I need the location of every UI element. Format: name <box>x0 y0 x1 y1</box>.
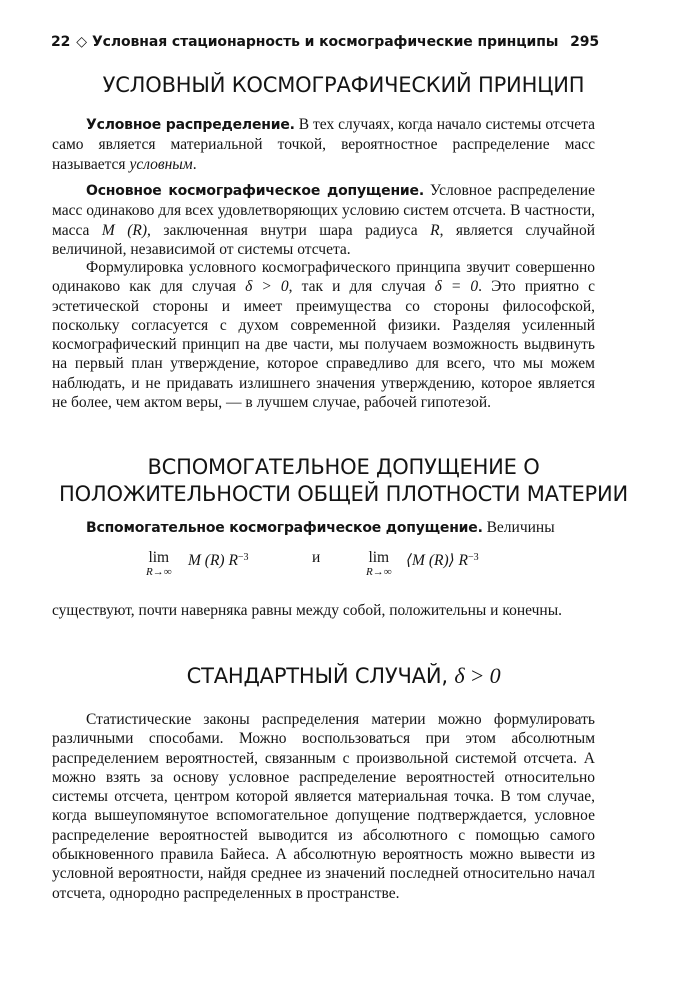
paragraph-lead: Условное распределение. <box>86 117 295 133</box>
exponent: −3 <box>237 552 249 563</box>
paragraph-text: Условное распределение масс одинаково для всех удовлетворяющих условию систем отсчета. В частности, масса <box>52 182 595 239</box>
lim-subscript: R→∞ <box>146 566 172 578</box>
paragraph-text: , является случайной величиной, независимой от системы отсчета. <box>52 221 595 258</box>
chapter-heading <box>51 34 558 50</box>
paragraph-formulation <box>52 258 595 412</box>
chapter-number: 22 <box>51 34 71 50</box>
conjunction: и <box>312 549 321 566</box>
paragraph-text: Величины <box>482 519 555 536</box>
running-head <box>51 34 599 50</box>
section-title-auxiliary-line1: ВСПОМОГАТЕЛЬНОЕ ДОПУЩЕНИЕ О <box>147 455 540 479</box>
paragraph-lead: Вспомогательное космографическое допущение. <box>86 520 483 536</box>
lim-text: lim <box>148 549 170 566</box>
paragraph-text: , заключенная внутри шара радиуса <box>147 221 431 239</box>
paragraph-existence: существуют, почти наверняка равны между собой, положительны и конечны. <box>52 602 563 619</box>
title-text: СТАНДАРТНЫЙ СЛУЧАЙ, <box>186 664 455 688</box>
paragraph-text: В тех случаях, когда начало системы отсчета само является материальной точкой, вероятностное распределение масс называется <box>52 116 595 173</box>
lim-text: lim <box>368 549 390 566</box>
limit-expression-2 <box>406 550 479 569</box>
math-inline: M (R) <box>101 221 148 239</box>
section-title-auxiliary-line2: ПОЛОЖИТЕЛЬНОСТИ ОБЩЕЙ ПЛОТНОСТИ МАТЕРИИ <box>58 482 628 506</box>
paragraph-auxiliary-assumption <box>52 518 595 538</box>
diamond-separator-icon: ◇ <box>76 34 87 50</box>
expression-text: ⟨M (R)⟩ R <box>406 552 469 569</box>
expression-text: M (R) R <box>188 552 238 569</box>
math-inline: R <box>430 221 440 239</box>
paragraph-text: Формулировка условного космографического принципа звучит совершенно одинаково как для случая <box>52 259 595 296</box>
section-title-conditional-principle: УСЛОВНЫЙ КОСМОГРАФИЧЕСКИЙ ПРИНЦИП <box>102 73 585 97</box>
section-title-standard-case <box>0 663 687 689</box>
display-formula <box>0 550 687 590</box>
paragraph-conditional-distribution <box>52 115 595 174</box>
paragraph-text: . Это приятно с эстетической стороны и имеет преимущества со стороны философской, поскольку согласуется с духом современной физики. Разделяя усиленный космографический принцип на две части, мы получаем возможность выдвинуть на первый план утверждение, которое справедливо для всего, что мы можем наблюдать, и не придавать излишнего значения утверждению, которое является не более, чем актом веры, — в лучшем случае, рабочей гипотезой. <box>52 278 595 412</box>
limit-expression-1 <box>188 550 249 569</box>
italic-term: условным <box>129 155 193 173</box>
paragraph-lead: Основное космографическое допущение. <box>86 183 424 199</box>
paragraph-text: , так и для случая <box>288 278 435 296</box>
math-inline: δ > 0 <box>245 278 289 296</box>
paragraph-text: . <box>192 155 197 173</box>
lim-subscript: R→∞ <box>366 566 392 578</box>
limit-operator-2 <box>366 550 392 578</box>
page-number: 295 <box>570 34 599 50</box>
title-math: δ > 0 <box>454 663 501 688</box>
chapter-title: Условная стационарность и космографические принципы <box>91 34 559 50</box>
limit-operator-1 <box>146 550 172 578</box>
paragraph-statistical-laws: Статистические законы распределения материи можно формулировать различными способами. Можно воспользоваться при этом абсолютным распределением вероятностей, связанным с произвольной системой отсчета. А можно взять за основу условное распределение вероятностей относительно системы отсчета, центром которой является материальная точка. В том случае, когда вышеупомянутое вспомогательное допущение подтверждается, условное распределение вероятностей выводится из абсолютного с помощью самого обыкновенного правила Байеса. А абсолютную вероятность можно вывести из условной вероятности, найдя среднее из значений последней относительно начал отсчета, однородно распределенных в пространстве. <box>52 711 595 902</box>
math-inline: δ = 0 <box>434 278 479 296</box>
paragraph-basic-assumption <box>52 181 595 259</box>
exponent: −3 <box>468 552 479 563</box>
